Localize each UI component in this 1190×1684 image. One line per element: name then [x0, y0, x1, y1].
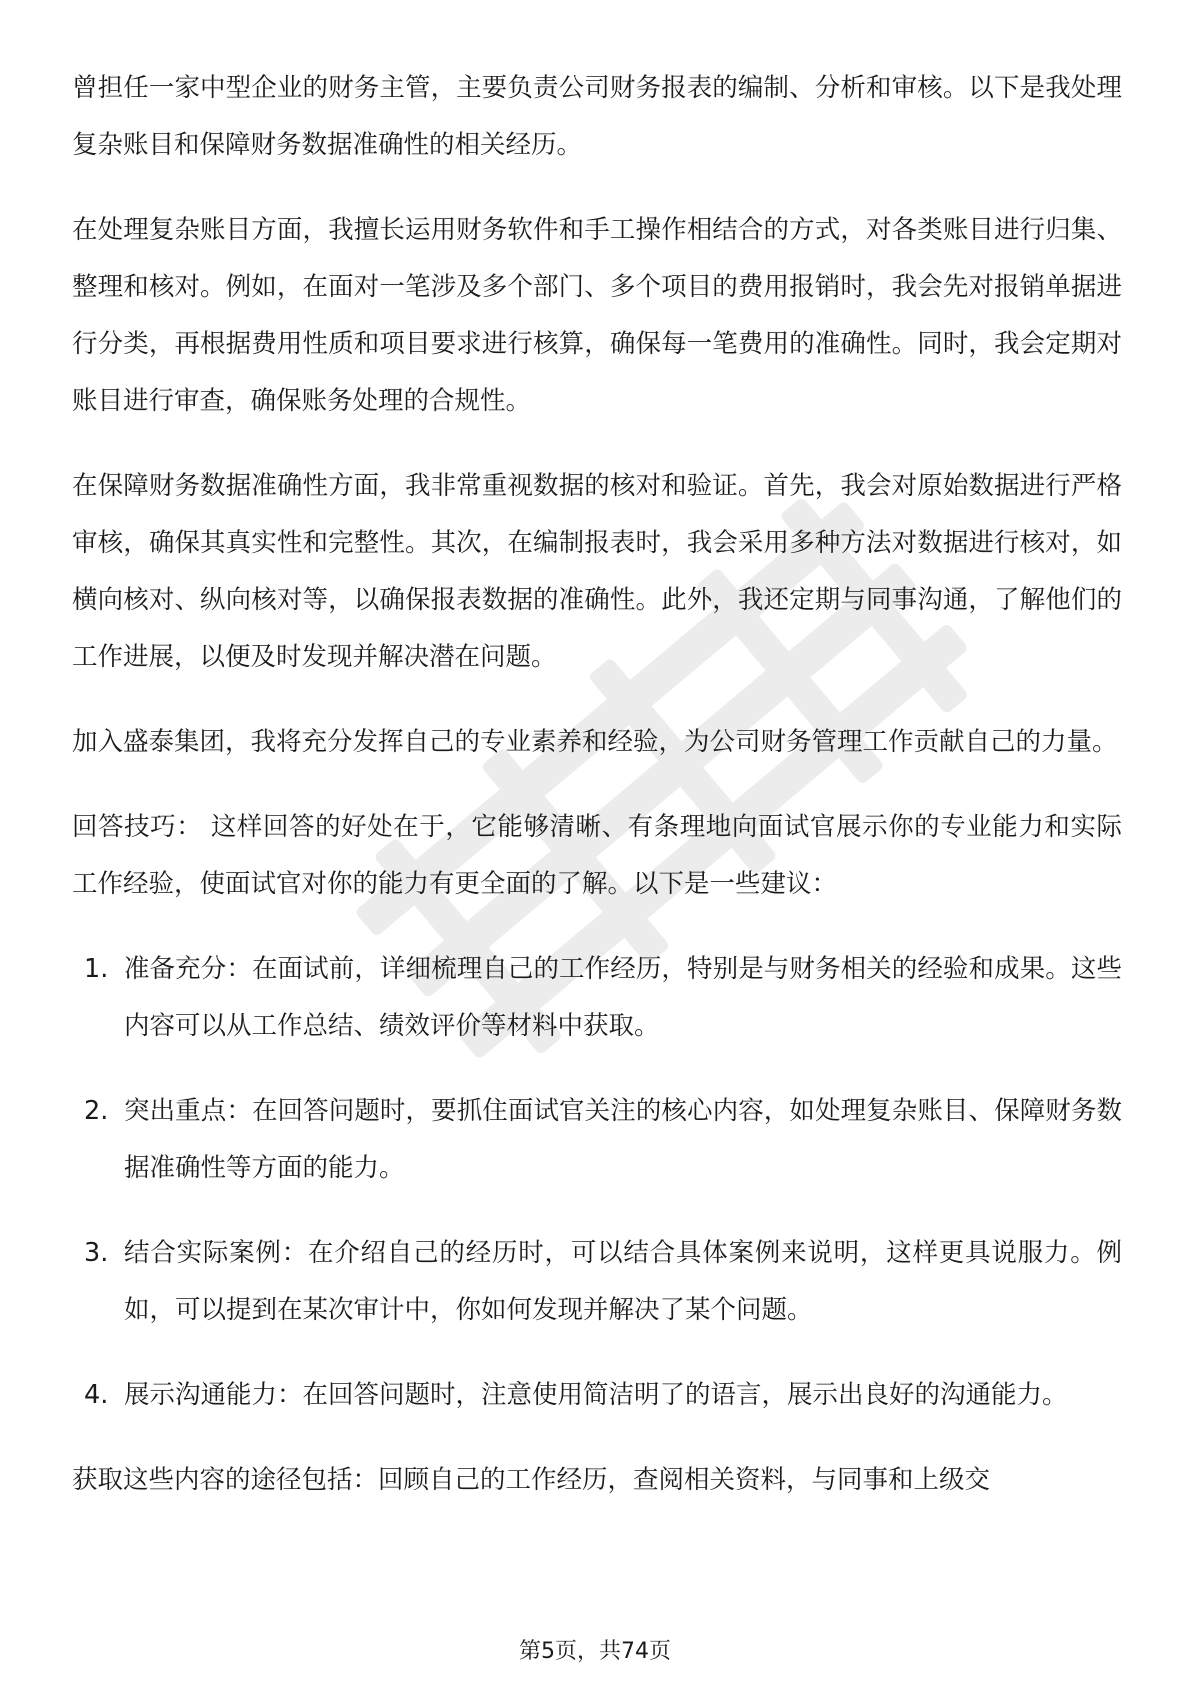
list-item-number: 2.	[84, 1096, 109, 1126]
tips-list	[72, 941, 1122, 1424]
document-body	[72, 60, 1122, 1537]
list-item-number: 4.	[84, 1380, 109, 1410]
paragraph-complex-accounts: 在处理复杂账目方面，我擅长运用财务软件和手工操作相结合的方式，对各类账目进行归集、整理和核对。例如，在面对一笔涉及多个部门、多个项目的费用报销时，我会先对报销单据进行分类，再根据费用性质和项目要求进行核算，确保每一笔费用的准确性。同时，我会定期对账目进行审查，确保账务处理的合规性。	[72, 215, 1122, 416]
paragraph-sources: 获取这些内容的途径包括：回顾自己的工作经历，查阅相关资料，与同事和上级交	[72, 1465, 991, 1495]
list-item	[72, 941, 1122, 1055]
list-item-text: 突出重点：在回答问题时，要抓住面试官关注的核心内容，如处理复杂账目、保障财务数据准确性等方面的能力。	[124, 1096, 1122, 1183]
list-item-text: 准备充分：在面试前，详细梳理自己的工作经历，特别是与财务相关的经验和成果。这些内容可以从工作总结、绩效评价等材料中获取。	[124, 954, 1122, 1041]
list-item-number: 3.	[84, 1238, 109, 1268]
paragraph-join-company: 加入盛泰集团，我将充分发挥自己的专业素养和经验，为公司财务管理工作贡献自己的力量。	[72, 727, 1118, 757]
paragraph-intro: 曾担任一家中型企业的财务主管，主要负责公司财务报表的编制、分析和审核。以下是我处理复杂账目和保障财务数据准确性的相关经历。	[72, 73, 1122, 160]
list-item	[72, 1367, 1122, 1424]
page-number-footer: 第5页，共74页	[519, 1639, 671, 1664]
paragraph-answer-tips: 回答技巧： 这样回答的好处在于，它能够清晰、有条理地向面试官展示你的专业能力和实际工作经验，使面试官对你的能力有更全面的了解。以下是一些建议：	[72, 812, 1122, 899]
list-item-text: 结合实际案例：在介绍自己的经历时，可以结合具体案例来说明，这样更具说服力。例如，可以提到在某次审计中，你如何发现并解决了某个问题。	[124, 1238, 1122, 1325]
list-item-number: 1.	[84, 954, 109, 984]
paragraph-data-accuracy: 在保障财务数据准确性方面，我非常重视数据的核对和验证。首先，我会对原始数据进行严格审核，确保其真实性和完整性。其次，在编制报表时，我会采用多种方法对数据进行核对，如横向核对、纵向核对等，以确保报表数据的准确性。此外，我还定期与同事沟通，了解他们的工作进展，以便及时发现并解决潜在问题。	[72, 471, 1122, 672]
list-item	[72, 1083, 1122, 1197]
list-item-text: 展示沟通能力：在回答问题时，注意使用简洁明了的语言，展示出良好的沟通能力。	[124, 1380, 1068, 1410]
list-item	[72, 1225, 1122, 1339]
